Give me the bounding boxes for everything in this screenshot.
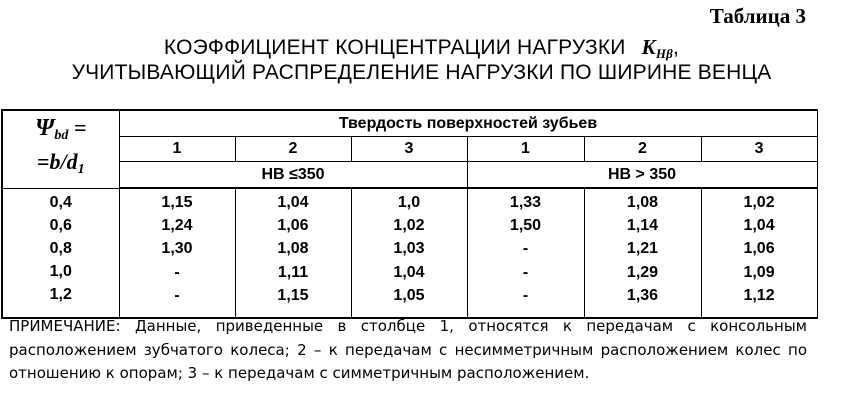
cell-value: 1,14 <box>626 217 659 235</box>
psi-column <box>2 188 119 318</box>
cell-value: 1,0 <box>397 194 421 211</box>
psi-formula-sub: 1 <box>77 162 85 178</box>
cell-value: 1,08 <box>277 240 309 258</box>
cell-value: - <box>522 240 529 258</box>
cell-value: 1,29 <box>626 263 659 281</box>
psi-value: 1,0 <box>49 263 72 281</box>
cell-value: 1,50 <box>509 217 542 235</box>
value-column <box>235 188 351 318</box>
col-header: 3 <box>351 137 467 162</box>
group-header-low: НВ ≤350 <box>119 162 467 189</box>
hardness-header: Твердость поверхностей зубьев <box>119 110 817 137</box>
psi-symbol: Ψ <box>35 115 55 142</box>
cell-value: - <box>174 263 180 281</box>
title-comma: , <box>673 36 680 59</box>
value-column <box>701 188 817 318</box>
cell-value: 1,11 <box>277 263 309 281</box>
group-header-high: НВ > 350 <box>467 162 817 189</box>
psi-header <box>2 110 119 188</box>
title-text: КОЭФФИЦИЕНТ КОНЦЕНТРАЦИИ НАГРУЗКИ <box>163 36 626 59</box>
cell-value: 1,02 <box>393 217 425 235</box>
psi-value: 1,2 <box>49 286 72 304</box>
psi-value: 0,6 <box>49 216 72 234</box>
psi-eq: = <box>68 115 87 141</box>
cell-value: 1,04 <box>277 194 309 211</box>
cell-value: - <box>174 286 180 304</box>
cell-value: 1,04 <box>743 217 775 235</box>
psi-formula: =b/d <box>36 149 78 175</box>
psi-sub: bd <box>54 128 69 144</box>
psi-value: 0,4 <box>49 193 72 211</box>
cell-value: 1,15 <box>161 194 193 211</box>
cell-value: 1,21 <box>626 240 659 258</box>
value-column <box>584 188 701 318</box>
value-column <box>467 188 584 318</box>
value-column <box>351 188 467 318</box>
cell-value: 1,09 <box>743 263 775 281</box>
psi-value: 0,8 <box>49 239 72 257</box>
col-header: 1 <box>467 137 584 162</box>
cell-value: 1,12 <box>743 286 775 304</box>
cell-value: 1,06 <box>743 240 775 258</box>
cell-value: 1,03 <box>393 240 425 258</box>
cell-value: 1,15 <box>277 286 309 304</box>
title-line-1 <box>0 35 843 62</box>
col-header: 2 <box>584 137 701 162</box>
cell-value: 1,36 <box>626 286 659 304</box>
cell-value: 1,30 <box>161 240 193 258</box>
col-header: 2 <box>235 137 351 162</box>
cell-value: 1,05 <box>393 286 425 304</box>
cell-value: 1,08 <box>626 194 659 211</box>
title-symbol <box>642 35 673 59</box>
table-note: ПРИМЕЧАНИЕ: Данные, приведенные в столбце 1, относятся к передачам с консольным расположением зубчатого колеса; 2 – к передачам с несимметричным расположением колес по отношению к опорам; 3 – к передачам с симметричным расположением. <box>9 317 807 382</box>
cell-value: 1,33 <box>509 194 542 211</box>
title-symbol-letter: K <box>641 35 656 59</box>
table-number: Таблица 3 <box>709 4 806 28</box>
cell-value: - <box>522 286 529 304</box>
col-header: 3 <box>701 137 817 162</box>
cell-value: - <box>522 263 529 281</box>
cell-value: 1,06 <box>277 217 309 235</box>
value-column <box>119 188 235 318</box>
cell-value: 1,02 <box>743 194 775 211</box>
title-line-2: УЧИТЫВАЮЩИЙ РАСПРЕДЕЛЕНИЕ НАГРУЗКИ ПО ШИРИНЕ ВЕНЦА <box>71 61 772 84</box>
cell-value: 1,04 <box>393 263 425 281</box>
title-symbol-sub: Hβ <box>655 46 674 61</box>
data-body <box>2 188 817 318</box>
col-header: 1 <box>119 137 235 162</box>
cell-value: 1,24 <box>161 217 193 235</box>
load-factor-table <box>1 109 818 319</box>
